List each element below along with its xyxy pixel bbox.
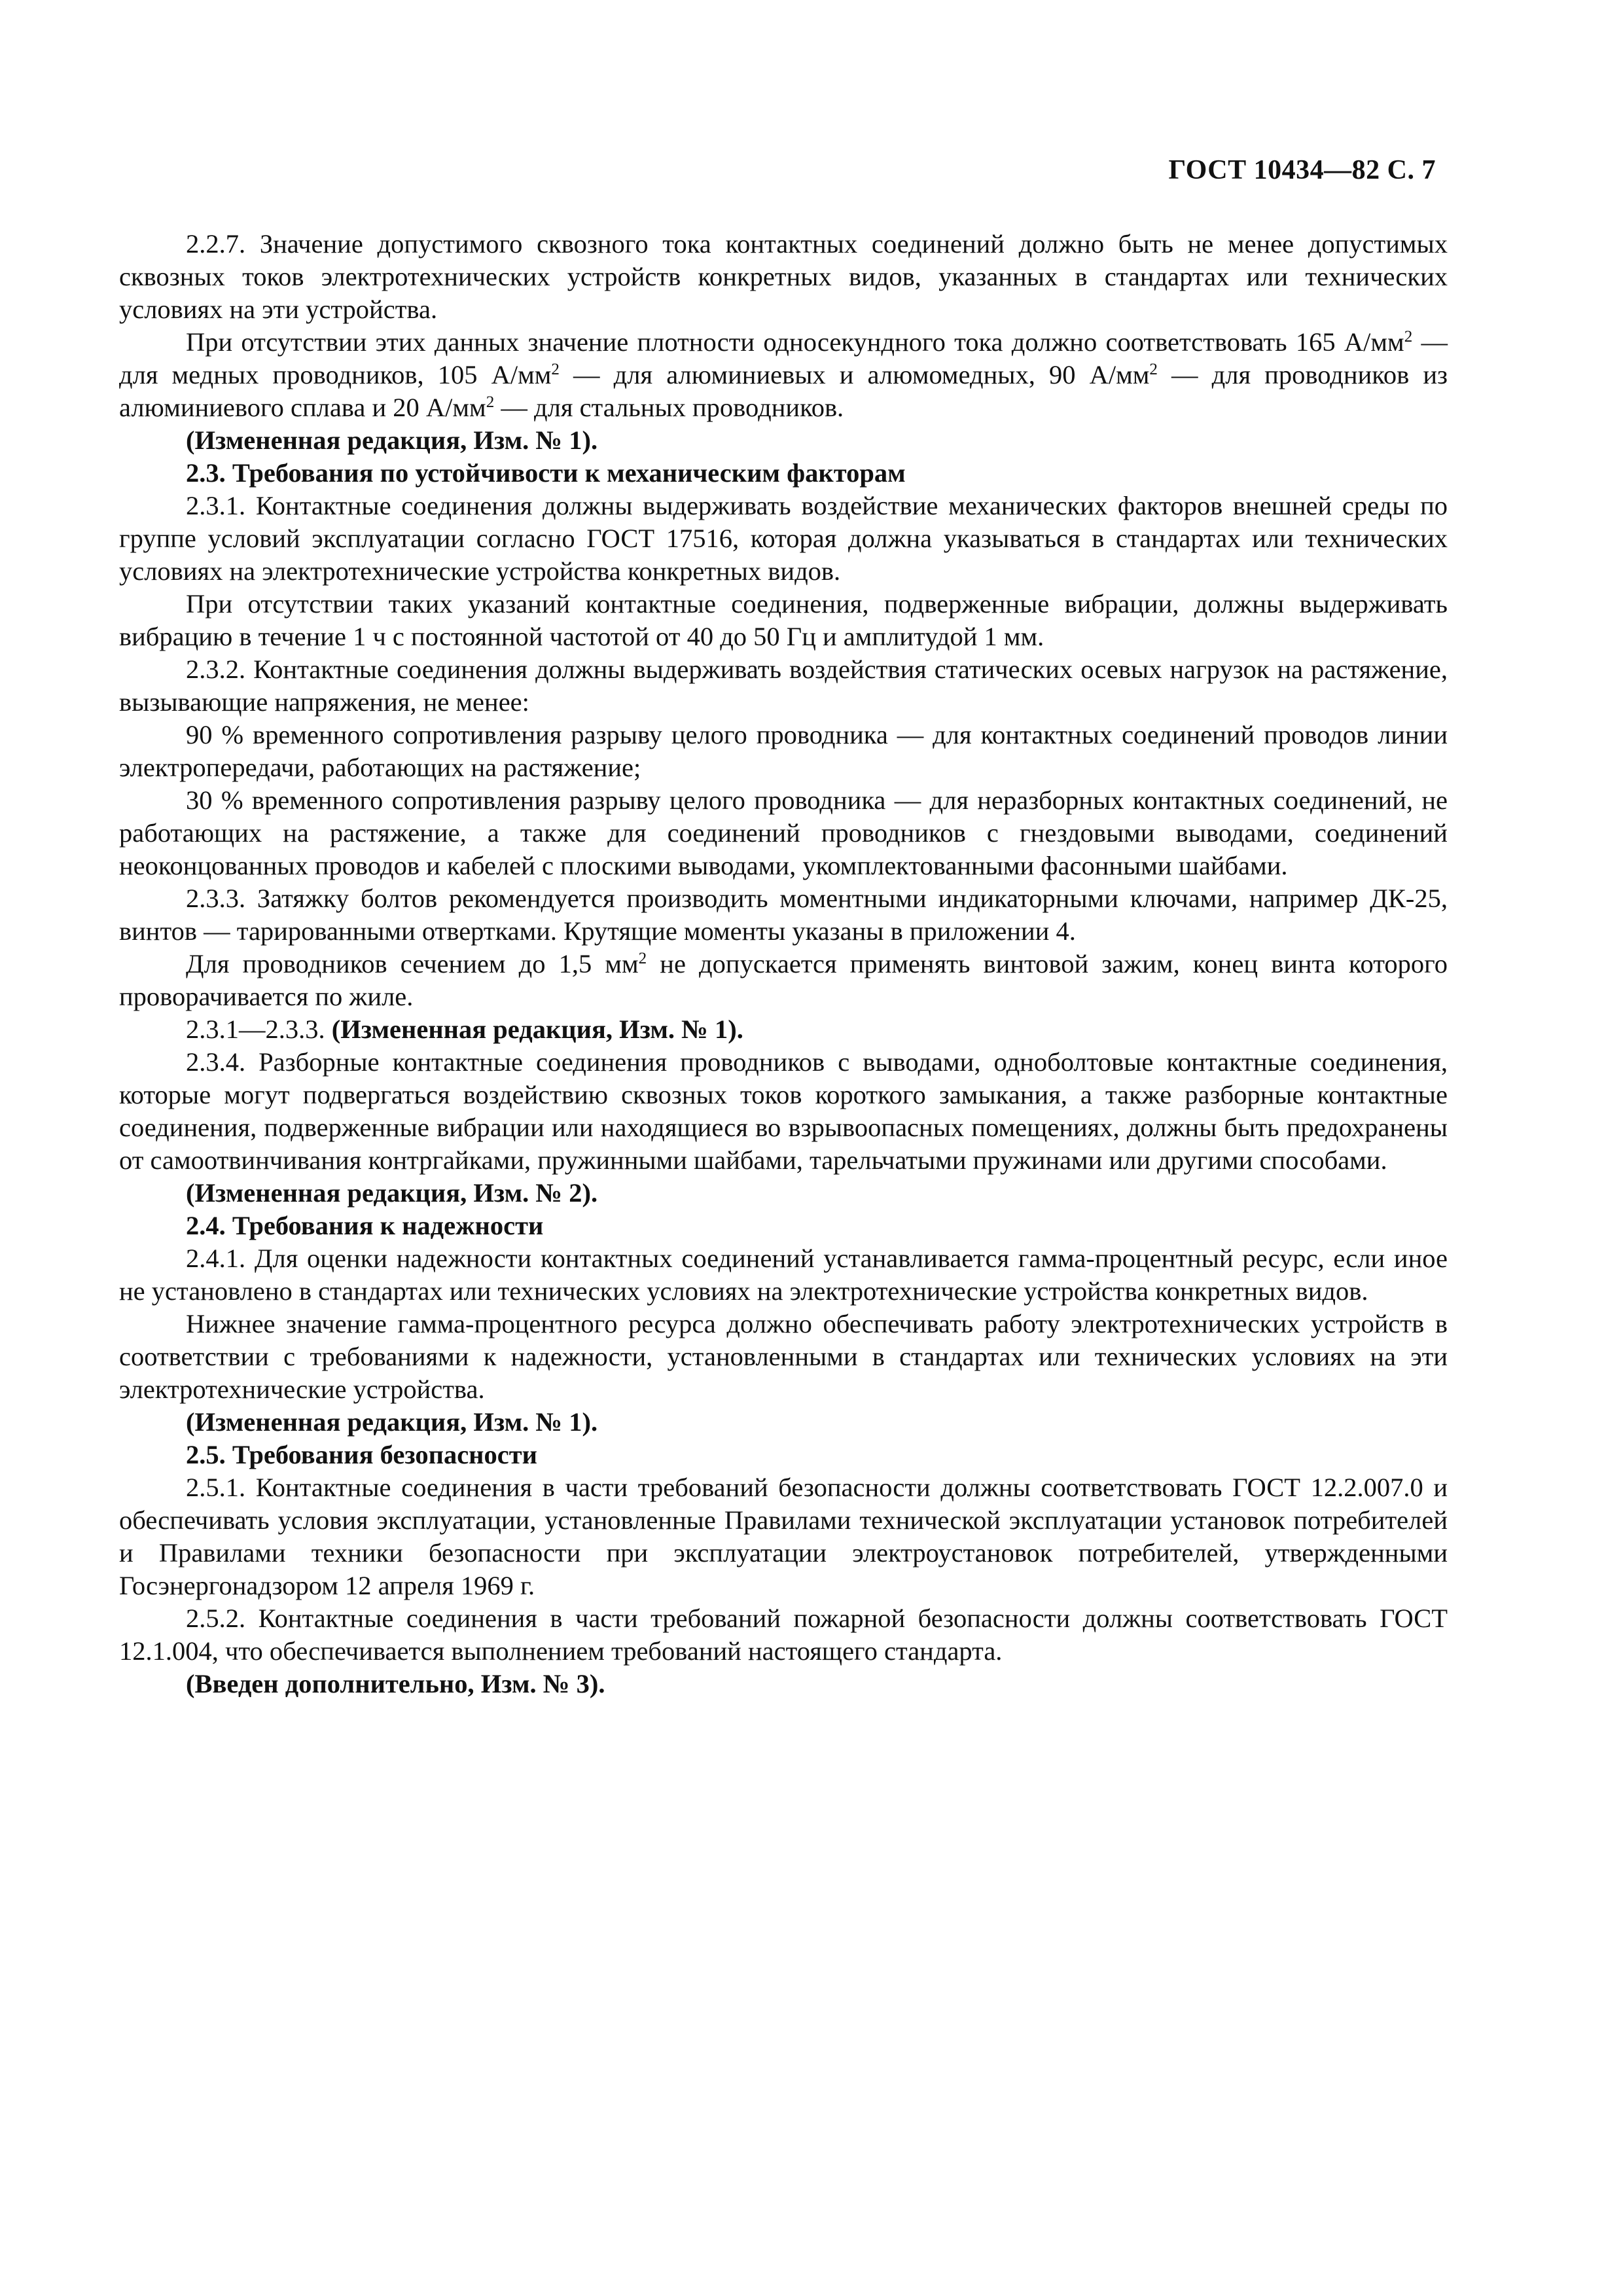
amendment-note: (Измененная редакция, Изм. № 1).	[186, 1407, 598, 1437]
clause-2-3-2-item-90: 90 % временного сопротивления разрыву целого проводника — для контактных соединений проводов линии электропередачи, работающих на растяжение;	[119, 720, 1448, 782]
superscript: 2	[638, 950, 647, 968]
clause-2-5-2: 2.5.2. Контактные соединения в части требований пожарной безопасности должны соответствовать ГОСТ 12.1.004, что обеспечивается выполнением требований настоящего стандарта.	[119, 1604, 1448, 1666]
document-body	[119, 228, 1448, 1700]
amendment-note: (Измененная редакция, Изм. № 2).	[186, 1178, 598, 1208]
screw-text-post: не допускается применять винтовой зажим, конец винта которого проворачивается по жиле.	[119, 949, 1448, 1011]
clause-2-3-2-item-30: 30 % временного сопротивления разрыву целого проводника — для неразборных контактных соединений, не работающих на растяжение, а также для соединений проводников с гнездовыми выводами, соединений неоконцованных проводов и кабелей с плоскими выводами, укомплектованными фасонными шайбами.	[119, 785, 1448, 880]
density-intro: При отсутствии этих данных значение плотности односекундного тока должно соответствовать	[186, 327, 1287, 357]
clause-2-2-7: 2.2.7. Значение допустимого сквозного тока контактных соединений должно быть не менее допустимых сквозных токов электротехнических устройств конкретных видов, указанных в стандартах или технических условиях на эти устройства.	[119, 229, 1448, 324]
density-aluminium-value: 105 А/мм	[437, 360, 552, 389]
screw-text-pre: Для проводников сечением до 1,5 мм	[186, 949, 639, 978]
superscript: 2	[486, 393, 495, 412]
clause-2-3-3: 2.3.3. Затяжку болтов рекомендуется производить моментными индикаторными ключами, например ДК-25, винтов — тарированными отвертками. Крутящие моменты указаны в приложении 4.	[119, 884, 1448, 946]
superscript: 2	[1404, 328, 1413, 346]
density-steel-value: 20 А/мм	[393, 393, 486, 422]
amendment-note: (Измененная редакция, Изм. № 1).	[331, 1014, 743, 1044]
density-copper-text: — для медных проводников,	[119, 327, 1448, 389]
clause-2-4-1: 2.4.1. Для оценки надежности контактных соединений устанавливается гамма-процентный ресурс, если иное не установлено в стандартах или технических условиях на электротехнические устройства конкретных видов.	[119, 1244, 1448, 1306]
density-alloy-value: 90 А/мм	[1048, 360, 1150, 389]
section-heading-2-4: 2.4. Требования к надежности	[186, 1211, 544, 1240]
clause-range-ref: 2.3.1—2.3.3.	[186, 1014, 325, 1044]
density-alloy-text: — для проводников из алюминиевого сплава и	[119, 360, 1448, 422]
section-heading-2-3: 2.3. Требования по устойчивости к механическим факторам	[186, 458, 906, 488]
clause-2-3-3-screw	[119, 948, 1448, 1013]
density-copper-value: 165 А/мм	[1295, 327, 1404, 357]
superscript: 2	[1149, 361, 1158, 379]
clause-2-3-1-vibration: При отсутствии таких указаний контактные соединения, подверженные вибрации, должны выдерживать вибрацию в течение 1 ч с постоянной частотой от 40 до 50 Гц и амплитудой 1 мм.	[119, 589, 1448, 651]
clause-2-2-7-density	[119, 326, 1448, 424]
amendment-note: (Измененная редакция, Изм. № 1).	[186, 425, 598, 455]
clause-2-3-4: 2.3.4. Разборные контактные соединения проводников с выводами, одноболтовые контактные соединения, которые могут подвергаться воздействию сквозных токов короткого замыкания, а также разборные контактные соединения, подверженные вибрации или находящиеся во взрывоопасных помещениях, должны быть предохранены от самоотвинчивания контргайками, пружинными шайбами, тарельчатыми пружинами или другими способами.	[119, 1047, 1448, 1175]
density-steel-text: — для стальных проводников.	[494, 393, 844, 422]
superscript: 2	[551, 361, 560, 379]
clause-2-3-1: 2.3.1. Контактные соединения должны выдерживать воздействие механических факторов внешней среды по группе условий эксплуатации согласно ГОСТ 17516, которая должна указываться в стандартах или технических условиях на электротехнические устройства конкретных видов.	[119, 491, 1448, 586]
clause-range-note	[119, 1013, 1448, 1046]
page-header: ГОСТ 10434—82 С. 7	[1168, 155, 1436, 185]
clause-2-4-1-lower-value: Нижнее значение гамма-процентного ресурса должно обеспечивать работу электротехнических устройств в соответствии с требованиями к надежности, установленными в стандартах или технических условиях на эти электротехнические устройства.	[119, 1309, 1448, 1404]
section-heading-2-5: 2.5. Требования безопасности	[186, 1440, 537, 1469]
amendment-note: (Введен дополнительно, Изм. № 3).	[186, 1669, 605, 1698]
density-aluminium-text: — для алюминиевых и алюмомедных,	[559, 360, 1049, 389]
clause-2-3-2: 2.3.2. Контактные соединения должны выдерживать воздействия статических осевых нагрузок на растяжение, вызывающие напряжения, не менее:	[119, 655, 1448, 717]
clause-2-5-1: 2.5.1. Контактные соединения в части требований безопасности должны соответствовать ГОСТ 12.2.007.0 и обеспечивать условия эксплуатации, установленные Правилами технической эксплуатации установок потребителей и Правилами техники безопасности при эксплуатации электроустановок потребителей, утвержденными Госэнергонадзором 12 апреля 1969 г.	[119, 1473, 1448, 1600]
